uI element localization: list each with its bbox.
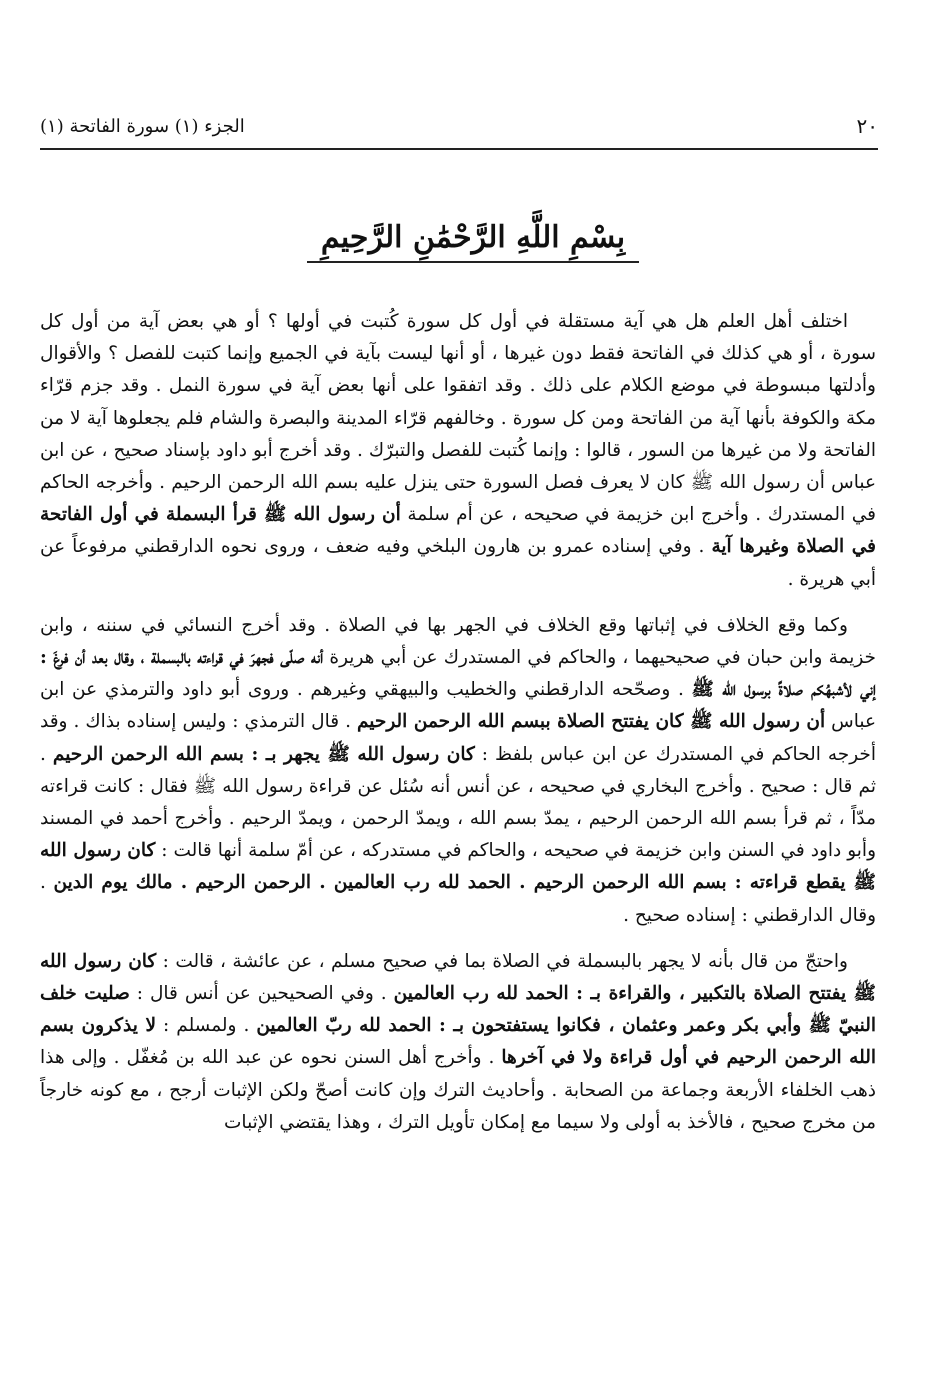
text-run: اختلف أهل العلم هل هي آية مستقلة في أول كل سورة كُتبت في أولها ؟ أو هي بعض آية من أول كل سورة ، أو هي كذلك في الفاتحة فقط دون غيرها ، أو أنها ليست بآية في الجميع وإنما كتبت للفصل ؟ والأقوال وأدلتها مبسوطة في موضع الكلام على ذلك . وقد اتفقوا على أنها بعض آية في سورة النمل . وقد جزم قرّاء مكة والكوفة بأنها آية من الفاتحة ومن كل سورة . وخالفهم قرّاء المدينة والبصرة والشام فلم يجعلوها آية لا من الفاتحة ولا من غيرها من السور ، قالوا : وإنما كُتبت للفصل والتبرّك . وقد أخرج أبو داود بإسناد صحيح ، عن ابن عباس أن رسول الله ﷺ كان لا يعرف فصل السورة حتى ينزل عليه بسم الله الرحمن الرحيم . وأخرجه الحاكم في المستدرك . وأخرج ابن خزيمة في صحيحه ، عن أم سلمة bbox=[40, 311, 876, 526]
text-run: . وقال الدارقطني : إسناده صحيح . bbox=[40, 872, 876, 926]
bold-quote: لا يذكرون بسم الله الرحمن الرحيم في أول قراءة ولا في آخرها bbox=[40, 1015, 876, 1069]
bold-quote: أن رسول الله ﷺ كان يفتتح الصلاة ببسم الله الرحمن الرحيم bbox=[356, 711, 826, 733]
text-run: . ولمسلم : bbox=[156, 1015, 257, 1037]
running-title: الجزء (١) سورة الفاتحة (١) bbox=[40, 116, 245, 137]
bold-quote: كان رسول الله ﷺ يفتتح الصلاة بالتكبير ، والقراءة بـ : الحمد لله رب العالمين bbox=[40, 950, 877, 1005]
basmala-text: بِسْمِ اللَّهِ الرَّحْمَٰنِ الرَّحِيمِ bbox=[307, 220, 639, 263]
text-run: . وصحّحه الدارقطني والخطيب والبيهقي وغيرهم . وروى أبو داود والترمذي عن ابن عباس bbox=[40, 679, 876, 733]
text-run: . وفي إسناده عمرو بن هارون البلخي وفيه ضعف ، وروى نحوه الدارقطني مرفوعاً عن أبي هريرة . bbox=[40, 536, 876, 590]
paragraph-1 bbox=[40, 306, 876, 596]
bold-quote: كان رسول الله ﷺ يقطع قراءته : بسم الله الرحمن الرحيم . الحمد لله رب العالمين . الرحمن الرحيم . مالك يوم الدين bbox=[40, 840, 877, 894]
bold-quote: صليت خلف النبيّ ﷺ وأبي بكر وعمر وعثمان ، فكانوا يستفتحون بـ : الحمد لله ربّ العالمين bbox=[40, 983, 877, 1037]
body-text bbox=[40, 306, 876, 1139]
text-run: واحتجّ من قال بأنه لا يجهر بالبسملة في الصلاة بما في صحيح مسلم ، عن عائشة ، قالت : bbox=[156, 950, 848, 972]
bold-quote: أن رسول الله ﷺ قرأ البسملة في أول الفاتحة في الصلاة وغيرها آية bbox=[40, 504, 876, 558]
text-run: . ثم قال : صحيح . وأخرج البخاري في صحيحه ، عن أنس أنه سُئل عن قراءة رسول الله ﷺ فقال : كانت قراءته مدّاً ، ثم قرأ بسم الله الرحمن الرحيم ، يمدّ بسم الله ، ويمدّ الرحمن ، ويمدّ الرحيم . وأخرج أحمد في المسند وأبو داود في السنن وابن خزيمة في صحيحه ، والحاكم في مستدركه ، عن أمّ سلمة أنها قالت : bbox=[40, 743, 876, 862]
text-run: . وفي الصحيحين عن أنس قال : bbox=[129, 983, 394, 1005]
text-run: . قال الترمذي : وليس إسناده بذاك . وقد أخرجه الحاكم في المستدرك عن ابن عباس بلفظ : bbox=[40, 711, 877, 765]
bold-quote: كان رسول الله ﷺ يجهر بـ : بسم الله الرحمن الرحيم bbox=[52, 743, 475, 765]
bold-quote: أنه صلّى فجهرَ في قراءته بالبسملة ، وقال بعد أن فرغَ : إني لأشبهُكم صلاةً برسول الله ﷺ bbox=[40, 647, 876, 701]
text-run: وكما وقع الخلاف في إثباتها وقع الخلاف في الجهر بها في الصلاة . وقد أخرج النسائي في سننه ، وابن خزيمة وابن حبان في صحيحيهما ، والحاكم في المستدرك عن أبي هريرة bbox=[40, 614, 876, 669]
paragraph-2 bbox=[40, 610, 876, 932]
text-run: . وأخرج أهل السنن نحوه عن عبد الله بن مُغفّل . وإلى هذا ذهب الخلفاء الأربعة وجماعة من الصحابة . وأحاديث الترك وإن كانت أصحّ ولكن الإثبات أرجح ، مع كونه خارجاً من مخرج صحيح ، فالأخذ به أولى ولا سيما مع إمكان تأويل الترك ، وهذا يقتضي الإثبات bbox=[40, 1047, 876, 1133]
paragraph-3 bbox=[40, 946, 876, 1139]
page-number: ٢٠ bbox=[856, 114, 878, 138]
page-header bbox=[40, 112, 878, 150]
basmala-heading bbox=[0, 220, 946, 263]
